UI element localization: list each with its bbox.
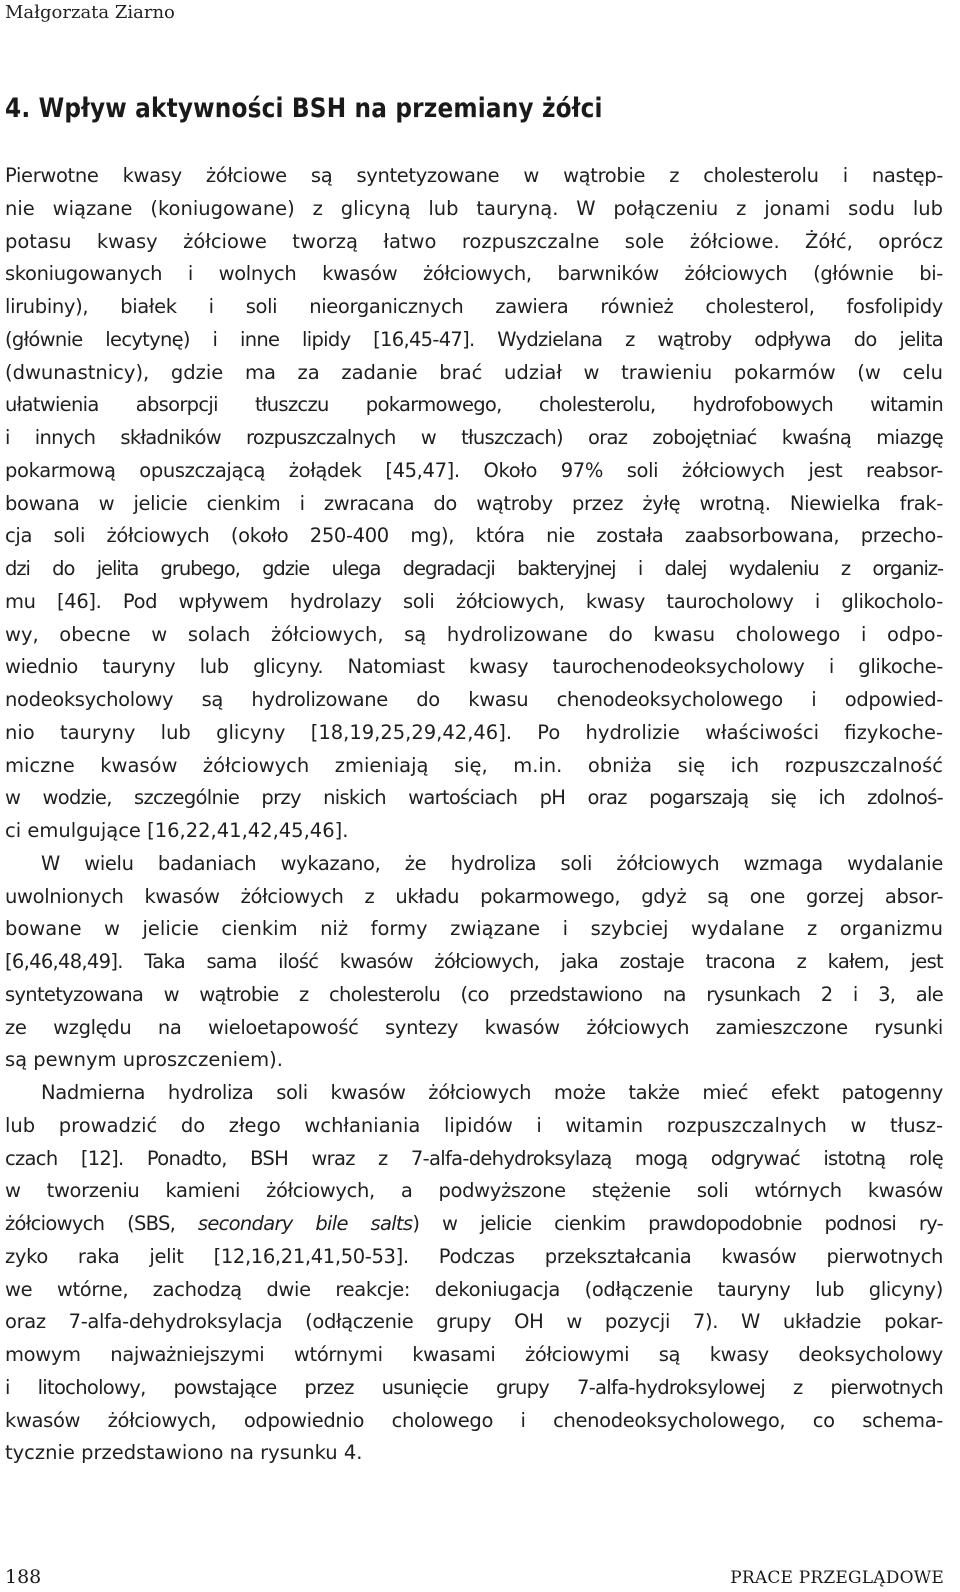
paragraph-2 xyxy=(5,848,943,1077)
text-line: uwolnionych kwasów żółciowych z układu pokarmowego, gdyż są one gorzej absor- xyxy=(5,884,943,908)
text-run: ) w jelicie cienkim prawdopodobnie podnosi ry- xyxy=(412,1212,943,1235)
text-line: w wodzie, szczególnie przy niskich wartościach pH oraz pogarszają się ich zdolnoś- xyxy=(5,786,943,810)
text-line: czach [12]. Ponadto, BSH wraz z 7-alfa-dehydroksylazą mogą odgrywać istotną rolę xyxy=(5,1146,943,1170)
text-line: nie wiązane (koniugowane) z glicyną lub tauryną. W połączeniu z jonami sodu lub xyxy=(5,196,943,220)
text-line: wiednio tauryny lub glicyny. Natomiast kwasy taurochenodeoksycholowy i glikoche- xyxy=(5,655,943,679)
text-line: lirubiny), białek i soli nieorganicznych zawiera również cholesterol, fosfolipidy xyxy=(5,295,943,318)
italic-term: secondary bile salts xyxy=(197,1212,413,1235)
page-number: 188 xyxy=(5,1566,42,1588)
paragraph-3 xyxy=(5,1077,943,1470)
text-line: miczne kwasów żółciowych zmieniają się, m.in. obniża się ich rozpuszczalność xyxy=(5,753,943,777)
text-line: ułatwienia absorpcji tłuszczu pokarmowego, cholesterolu, hydrofobowych witamin xyxy=(5,393,943,417)
text-line: w tworzeniu kamieni żółciowych, a podwyższone stężenie soli wtórnych kwasów xyxy=(5,1179,943,1203)
journal-section: PRACE PRZEGLĄDOWE xyxy=(730,1568,944,1588)
text-line: zyko raka jelit [12,16,21,41,50-53]. Podczas przekształcania kwasów pierwotnych xyxy=(5,1244,943,1268)
text-line: (dwunastnicy), gdzie ma za zadanie brać udział w trawieniu pokarmów (w celu xyxy=(5,360,943,384)
section-heading: 4. Wpływ aktywności BSH na przemiany żółci xyxy=(5,93,603,124)
text-line: są pewnym uproszczeniem). xyxy=(5,1048,283,1072)
paragraph-1 xyxy=(5,160,943,848)
text-line: lub prowadzić do złego wchłaniania lipidów i witamin rozpuszczalnych w tłusz- xyxy=(5,1113,943,1137)
text-line: pokarmową opuszczającą żołądek [45,47]. Około 97% soli żółciowych jest reabsor- xyxy=(5,458,943,482)
text-line: Nadmierna hydroliza soli kwasów żółciowych może także mieć efekt patogenny xyxy=(41,1081,943,1104)
text-line: we wtórne, zachodzą dwie reakcje: dekoniugacja (odłączenie tauryny lub glicyny) xyxy=(5,1277,943,1301)
text-line: nio tauryny lub glicyny [18,19,25,29,42,46]. Po hydrolizie właściwości fizykoche- xyxy=(5,720,943,744)
text-line: nodeoksycholowy są hydrolizowane do kwasu chenodeoksycholowego i odpowied- xyxy=(5,688,943,711)
text-line: [6,46,48,49]. Taka sama ilość kwasów żółciowych, jaka zostaje tracona z kałem, jest xyxy=(5,950,943,973)
text-line: ci emulgujące [16,22,41,42,45,46]. xyxy=(5,819,349,842)
text-line xyxy=(5,1208,943,1241)
text-line: wy, obecne w solach żółciowych, są hydrolizowane do kwasu cholowego i odpo- xyxy=(5,622,943,646)
text-line: skoniugowanych i wolnych kwasów żółciowych, barwników żółciowych (głównie bi- xyxy=(5,262,943,286)
text-line: potasu kwasy żółciowe tworzą łatwo rozpuszczalne sole żółciowe. Żółć, oprócz xyxy=(5,229,943,253)
text-line: tycznie przedstawiono na rysunku 4. xyxy=(5,1441,363,1465)
running-head: Małgorzata Ziarno xyxy=(5,2,175,23)
text-line: bowana w jelicie cienkim i zwracana do wątroby przez żyłę wrotną. Niewielka frak- xyxy=(5,491,943,515)
text-line: i innych składników rozpuszczalnych w tłuszczach) oraz zobojętniać kwaśną miazgę xyxy=(5,426,943,449)
text-line: (głównie lecytynę) i inne lipidy [16,45-47]. Wydzielana z wątroby odpływa do jelita xyxy=(5,327,943,351)
text-line: mowym najważniejszymi wtórnymi kwasami żółciowymi są kwasy deoksycholowy xyxy=(5,1343,943,1366)
text-run: żółciowych (SBS, xyxy=(5,1212,198,1235)
text-line: bowane w jelicie cienkim niż formy związane i szybciej wydalane z organizmu xyxy=(5,917,943,941)
text-line: kwasów żółciowych, odpowiednio cholowego i chenodeoksycholowego, co schema- xyxy=(5,1408,943,1432)
text-line: cja soli żółciowych (około 250-400 mg), która nie została zaabsorbowana, przecho- xyxy=(5,524,943,548)
body-text xyxy=(5,160,943,1470)
text-line: ze względu na wieloetapowość syntezy kwasów żółciowych zamieszczone rysunki xyxy=(5,1015,943,1039)
text-line: syntetyzowana w wątrobie z cholesterolu (co przedstawiono na rysunkach 2 i 3, ale xyxy=(5,982,943,1006)
text-line: Pierwotne kwasy żółciowe są syntetyzowane w wątrobie z cholesterolu i następ- xyxy=(5,164,943,187)
text-line: dzi do jelita grubego, gdzie ulega degradacji bakteryjnej i dalej wydaleniu z organiz- xyxy=(5,557,943,580)
text-line: oraz 7-alfa-dehydroksylacja (odłączenie grupy OH w pozycji 7). W układzie pokar- xyxy=(5,1310,943,1334)
text-line: i litocholowy, powstające przez usunięcie grupy 7-alfa-hydroksylowej z pierwotnych xyxy=(5,1375,943,1399)
text-line: W wielu badaniach wykazano, że hydroliza soli żółciowych wzmaga wydalanie xyxy=(41,851,943,875)
text-line: mu [46]. Pod wpływem hydrolazy soli żółciowych, kwasy taurocholowy i glikocholo- xyxy=(5,589,943,613)
